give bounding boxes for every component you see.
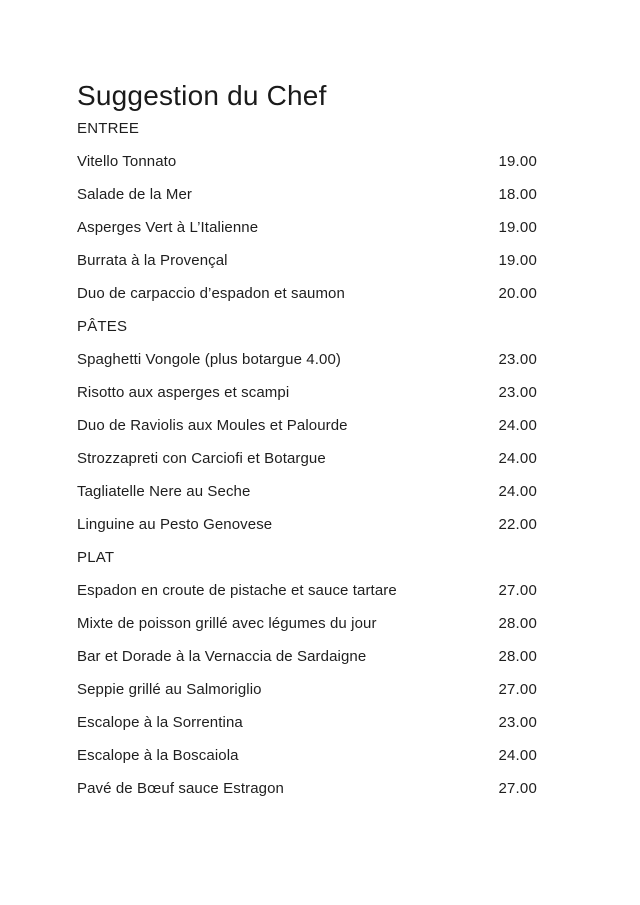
- menu-item-name: Seppie grillé au Salmoriglio: [77, 681, 262, 698]
- menu-item-price: 22.00: [498, 516, 537, 533]
- menu-list: [77, 112, 537, 805]
- menu-item-row: [77, 376, 537, 409]
- menu-item-price: 24.00: [498, 483, 537, 500]
- menu-item-row: [77, 574, 537, 607]
- menu-item-price: 27.00: [498, 681, 537, 698]
- menu-item-name: Spaghetti Vongole (plus botargue 4.00): [77, 351, 341, 368]
- menu-item-price: 27.00: [498, 582, 537, 599]
- menu-item-price: 19.00: [498, 219, 537, 236]
- section-header: ENTREE: [77, 120, 140, 137]
- menu-item-price: 28.00: [498, 615, 537, 632]
- menu-item-row: [77, 739, 537, 772]
- menu-item-name: Asperges Vert à L’Italienne: [77, 219, 259, 236]
- menu-item-row: [77, 673, 537, 706]
- page-title: Suggestion du Chef: [77, 80, 327, 111]
- menu-item-name: Vitello Tonnato: [77, 153, 177, 170]
- menu-item-price: 28.00: [498, 648, 537, 665]
- menu-item-name: Linguine au Pesto Genovese: [77, 516, 273, 533]
- menu-item-price: 20.00: [498, 285, 537, 302]
- menu-item-price: 27.00: [498, 780, 537, 797]
- menu-item-name: Duo de Raviolis aux Moules et Palourde: [77, 417, 348, 434]
- menu-item-name: Burrata à la Provençal: [77, 252, 228, 269]
- menu-item-price: 19.00: [498, 252, 537, 269]
- menu-item-name: Tagliatelle Nere au Seche: [77, 483, 251, 500]
- menu-item-name: Escalope à la Sorrentina: [77, 714, 243, 731]
- menu-item-name: Risotto aux asperges et scampi: [77, 384, 290, 401]
- menu-item-row: [77, 244, 537, 277]
- menu-item-row: [77, 475, 537, 508]
- section-header: PÂTES: [77, 318, 128, 335]
- menu-item-price: 24.00: [498, 417, 537, 434]
- menu-item-row: [77, 343, 537, 376]
- menu-item-row: [77, 640, 537, 673]
- menu-item-name: Bar et Dorade à la Vernaccia de Sardaigne: [77, 648, 367, 665]
- menu-item-row: [77, 178, 537, 211]
- menu-item-price: 19.00: [498, 153, 537, 170]
- menu-content: [77, 80, 537, 805]
- menu-item-name: Strozzapreti con Carciofi et Botargue: [77, 450, 326, 467]
- menu-item-row: [77, 772, 537, 805]
- menu-item-price: 24.00: [498, 450, 537, 467]
- menu-item-row: [77, 442, 537, 475]
- menu-item-row: [77, 607, 537, 640]
- menu-item-name: Salade de la Mer: [77, 186, 193, 203]
- menu-item-price: 23.00: [498, 351, 537, 368]
- menu-item-price: 24.00: [498, 747, 537, 764]
- menu-item-name: Pavé de Bœuf sauce Estragon: [77, 780, 284, 797]
- menu-item-name: Escalope à la Boscaiola: [77, 747, 239, 764]
- menu-item-row: [77, 211, 537, 244]
- section-header: PLAT: [77, 549, 115, 566]
- menu-item-price: 23.00: [498, 714, 537, 731]
- menu-item-row: [77, 409, 537, 442]
- menu-item-name: Mixte de poisson grillé avec légumes du jour: [77, 615, 377, 632]
- menu-item-row: [77, 508, 537, 541]
- menu-item-price: 23.00: [498, 384, 537, 401]
- menu-item-price: 18.00: [498, 186, 537, 203]
- menu-item-row: [77, 145, 537, 178]
- menu-item-row: [77, 706, 537, 739]
- menu-item-name: Espadon en croute de pistache et sauce tartare: [77, 582, 397, 599]
- menu-item-name: Duo de carpaccio d’espadon et saumon: [77, 285, 345, 302]
- menu-item-row: [77, 277, 537, 310]
